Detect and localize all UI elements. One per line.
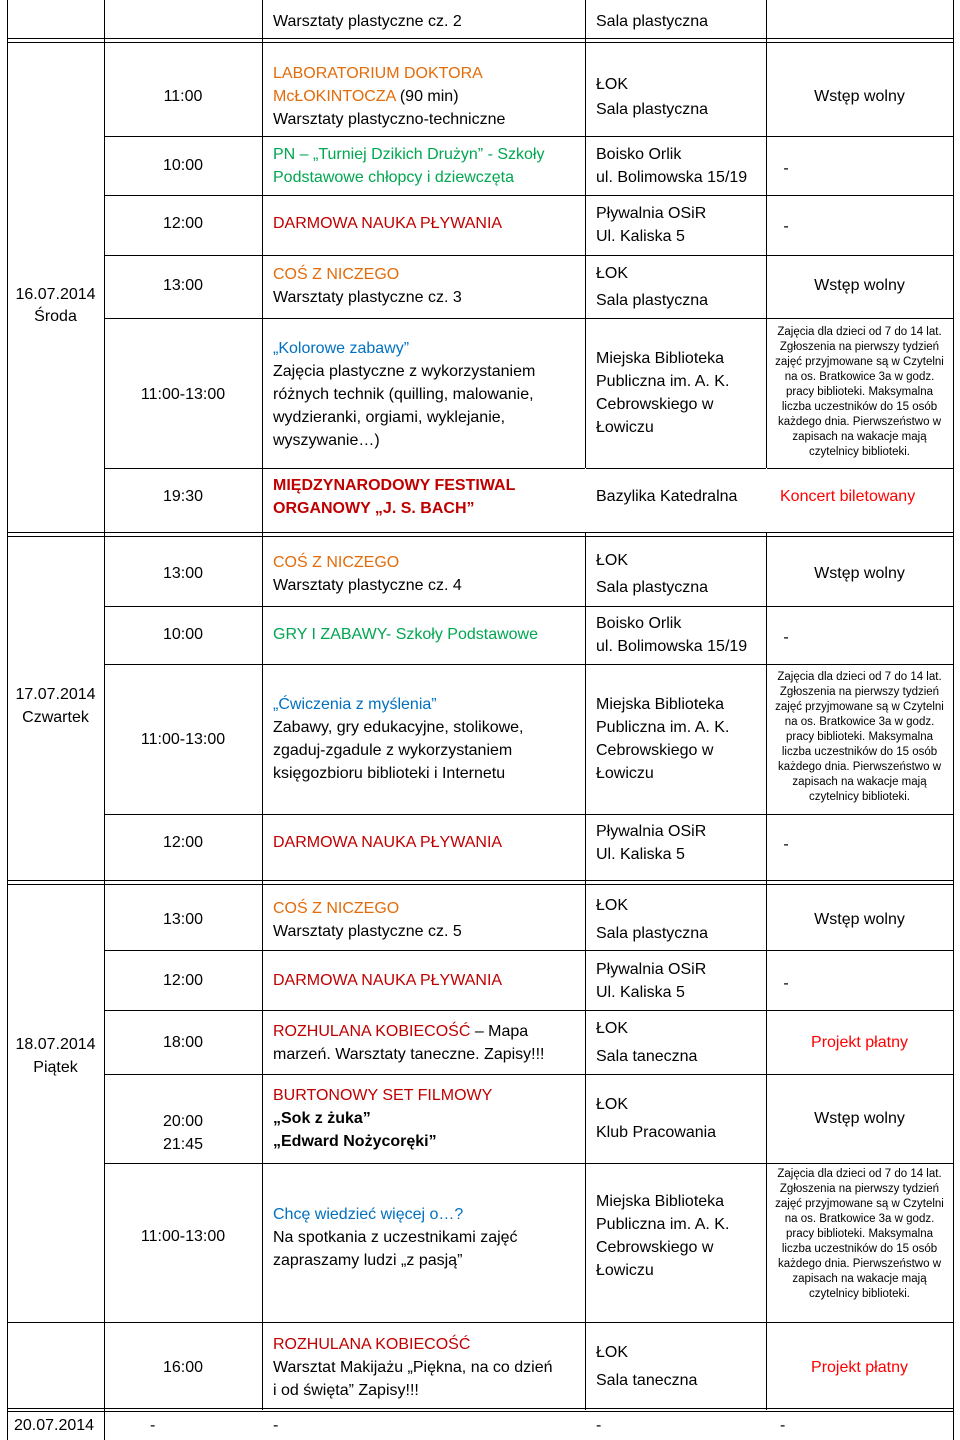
event-place: ŁOK <box>596 265 629 282</box>
day-sep <box>7 536 954 537</box>
event-place: ŁOK <box>596 1096 629 1113</box>
event-time: 20:00 <box>162 1113 204 1130</box>
event-desc: Zabawy, gry edukacyjne, stolikowe, <box>273 719 524 736</box>
event-desc: Zajęcia plastyczne z wykorzystaniem <box>273 363 536 380</box>
library-note-line: zajęć przyjmowane są w Czytelni <box>775 1198 944 1210</box>
event-place: ul. Bolimowska 15/19 <box>596 638 748 655</box>
row-sep <box>104 468 954 469</box>
event-entry: Wstęp wolny <box>814 88 905 105</box>
event-desc: zgaduj-zgadule z wykorzystaniem <box>273 742 513 759</box>
event-desc: księgozbioru biblioteki i Internetu <box>273 765 506 782</box>
event-place: ŁOK <box>596 897 629 914</box>
row-sep <box>104 664 954 665</box>
event-film: „Sok z żuka” <box>273 1110 371 1127</box>
event-title: Warsztaty plastyczne cz. 2 <box>273 13 462 30</box>
event-subtitle: Warsztaty plastyczne cz. 3 <box>273 289 462 306</box>
event-title-highlight: ROZHULANA KOBIECOŚĆ <box>273 1023 471 1040</box>
event-time: - <box>150 1417 156 1434</box>
event-time: 12:00 <box>162 834 204 851</box>
event-place: Publiczna im. A. K. <box>596 373 730 390</box>
library-note-line: Zgłoszenia na pierwszy tydzień <box>779 1183 940 1195</box>
row-sep <box>104 606 954 607</box>
event-place: Klub Pracowania <box>596 1124 717 1141</box>
event-title: DARMOWA NAUKA PŁYWANIA <box>273 834 503 851</box>
event-place: Bazylika Katedralna <box>596 488 738 505</box>
event-title: Chcę wiedzieć więcej o…? <box>273 1206 464 1223</box>
event-title: COŚ Z NICZEGO <box>273 554 400 571</box>
event-place: Sala plastyczna <box>596 292 709 309</box>
event-entry: Projekt płatny <box>811 1359 908 1376</box>
event-place: Cebrowskiego w <box>596 742 714 759</box>
col-sep-bottom <box>104 1410 105 1440</box>
event-place: ŁOK <box>596 1020 629 1037</box>
row-sep <box>104 136 954 137</box>
event-entry: Wstęp wolny <box>814 565 905 582</box>
event-title: Podstawowe chłopcy i dziewczęta <box>273 169 515 186</box>
event-subtitle: Warsztaty plastyczno-techniczne <box>273 111 506 128</box>
library-note-line: liczba uczestników do 15 osób <box>781 1243 938 1255</box>
library-note-line: Zgłoszenia na pierwszy tydzień <box>779 341 940 353</box>
library-note-line: zapisach na wakacje mają <box>792 431 927 443</box>
event-time: 11:00-13:00 <box>140 731 226 748</box>
day-name: Czwartek <box>22 709 89 726</box>
event-place: Miejska Biblioteka <box>596 1193 725 1210</box>
event-desc: wydzieranki, orgiami, wyklejanie, <box>273 409 506 426</box>
event-title: COŚ Z NICZEGO <box>273 266 400 283</box>
event-entry: - <box>783 836 789 853</box>
event-duration: (90 min) <box>395 88 459 105</box>
event-place: Pływalnia OSiR <box>596 961 707 978</box>
event-time: 13:00 <box>162 911 204 928</box>
event-title: „Ćwiczenia z myślenia” <box>273 696 437 713</box>
event-time: 18:00 <box>162 1034 204 1051</box>
event-place: Ul. Kaliska 5 <box>596 846 685 863</box>
event-time: 13:00 <box>162 565 204 582</box>
event-time: 12:00 <box>162 972 204 989</box>
library-note-line: czytelnicy biblioteki. <box>809 1288 910 1300</box>
library-note-line: liczba uczestników do 15 osób <box>781 401 938 413</box>
library-note-line: zapisach na wakacje mają <box>792 1273 927 1285</box>
row-sep <box>104 255 954 256</box>
event-title: BURTONOWY SET FILMOWY <box>273 1087 493 1104</box>
row-sep <box>104 195 954 196</box>
library-note-line: zapisach na wakacje mają <box>792 776 927 788</box>
day-sep <box>7 880 954 881</box>
event-entry: - <box>780 1417 786 1434</box>
event-time: 13:00 <box>162 277 204 294</box>
event-desc: zapraszamy ludzi „z pasją” <box>273 1252 463 1269</box>
library-note-line: Zgłoszenia na pierwszy tydzień <box>779 686 940 698</box>
event-place: Pływalnia OSiR <box>596 823 707 840</box>
library-note-line: pracy biblioteki. Maksymalna <box>785 731 933 743</box>
library-note-line: zajęć przyjmowane są w Czytelni <box>775 356 944 368</box>
event-film: „Edward Nożycoręki” <box>273 1133 437 1150</box>
event-desc: wyszywanie…) <box>273 432 380 449</box>
library-note-line: Zajęcia dla dzieci od 7 do 14 lat. <box>777 1168 942 1180</box>
event-time: 10:00 <box>162 626 204 643</box>
event-subtitle: i od święta” Zapisy!!! <box>273 1382 419 1399</box>
day-date: 17.07.2014 <box>15 686 96 703</box>
event-title: DARMOWA NAUKA PŁYWANIA <box>273 215 503 232</box>
day-date: 16.07.2014 <box>15 286 96 303</box>
event-title: DARMOWA NAUKA PŁYWANIA <box>273 972 503 989</box>
event-place: Boisko Orlik <box>596 615 682 632</box>
event-place: - <box>596 1417 602 1434</box>
row-sep <box>104 1163 954 1164</box>
event-time: 11:00-13:00 <box>140 1228 226 1245</box>
library-note-line: liczba uczestników do 15 osób <box>781 746 938 758</box>
event-time: 10:00 <box>162 157 204 174</box>
row-sep <box>104 1010 954 1011</box>
library-note-line: zajęć przyjmowane są w Czytelni <box>775 701 944 713</box>
library-note-line: na os. Bratkowice 3a w godz. <box>784 1213 935 1225</box>
event-place: ŁOK <box>596 76 629 93</box>
day-date: 18.07.2014 <box>15 1036 96 1053</box>
event-entry: Koncert biletowany <box>780 488 916 505</box>
day-name: Piątek <box>33 1059 78 1076</box>
event-time: 12:00 <box>162 215 204 232</box>
event-entry: - <box>783 218 789 235</box>
row-sep <box>7 1322 954 1323</box>
library-note-line: pracy biblioteki. Maksymalna <box>785 1228 933 1240</box>
table-border-right <box>953 0 954 1440</box>
event-entry: Projekt płatny <box>811 1034 908 1051</box>
event-place: Miejska Biblioteka <box>596 350 725 367</box>
library-note-line: czytelnicy biblioteki. <box>809 791 910 803</box>
event-place: Pływalnia OSiR <box>596 205 707 222</box>
event-title: ORGANOWY „J. S. BACH” <box>273 500 475 517</box>
col-sep-3 <box>585 0 586 1410</box>
event-time: 16:00 <box>162 1359 204 1376</box>
event-place: Sala taneczna <box>596 1048 698 1065</box>
event-subtitle: marzeń. Warsztaty taneczne. Zapisy!!! <box>273 1046 545 1063</box>
event-title <box>273 85 459 108</box>
library-note-line: każdego dnia. Pierwszeństwo w <box>778 1258 941 1270</box>
library-note-line: czytelnicy biblioteki. <box>809 446 910 458</box>
event-place: ŁOK <box>596 1344 629 1361</box>
event-time: 11:00 <box>163 88 203 105</box>
event-place: Sala plastyczna <box>596 101 709 118</box>
event-place: Łowiczu <box>596 1262 654 1279</box>
event-entry: - <box>783 629 789 646</box>
row-sep <box>104 814 954 815</box>
event-title: ROZHULANA KOBIECOŚĆ <box>273 1336 471 1353</box>
row-sep <box>104 1074 954 1075</box>
library-note-line: na os. Bratkowice 3a w godz. <box>784 371 935 383</box>
event-title: LABORATORIUM DOKTORA <box>273 65 483 82</box>
event-entry: Wstęp wolny <box>814 1110 905 1127</box>
event-subtitle: Warsztaty plastyczne cz. 5 <box>273 923 462 940</box>
event-title: „Kolorowe zabawy” <box>273 340 410 357</box>
event-time: 11:00-13:00 <box>140 386 226 403</box>
day-date: 20.07.2014 <box>14 1417 95 1434</box>
event-place: Publiczna im. A. K. <box>596 719 730 736</box>
event-title-rest: – Mapa <box>470 1023 529 1040</box>
event-place: Cebrowskiego w <box>596 1239 714 1256</box>
event-place: ul. Bolimowska 15/19 <box>596 169 748 186</box>
event-time: 19:30 <box>162 488 204 505</box>
day-sep <box>7 1411 954 1412</box>
event-place: Sala plastyczna <box>596 925 709 942</box>
merged-cell-mask <box>585 468 586 532</box>
row-sep <box>104 950 954 951</box>
event-entry: Wstęp wolny <box>814 277 905 294</box>
library-note-line: na os. Bratkowice 3a w godz. <box>784 716 935 728</box>
day-name: Środa <box>34 308 77 325</box>
event-title-highlight: McŁOKINTOCZA <box>273 88 396 105</box>
event-subtitle: Warsztat Makijażu „Piękna, na co dzień <box>273 1359 553 1376</box>
day-sep <box>7 38 954 39</box>
library-note-line: każdego dnia. Pierwszeństwo w <box>778 761 941 773</box>
event-place: Boisko Orlik <box>596 146 682 163</box>
event-place: Ul. Kaliska 5 <box>596 228 685 245</box>
event-title: MIĘDZYNARODOWY FESTIWAL <box>273 477 516 494</box>
event-place: Sala plastyczna <box>596 579 709 596</box>
event-place: Sala plastyczna <box>596 13 709 30</box>
event-place: ŁOK <box>596 552 629 569</box>
library-note-line: każdego dnia. Pierwszeństwo w <box>778 416 941 428</box>
event-desc: Na spotkania z uczestnikami zajęć <box>273 1229 518 1246</box>
library-note-line: Zajęcia dla dzieci od 7 do 14 lat. <box>777 671 942 683</box>
event-place: Ul. Kaliska 5 <box>596 984 685 1001</box>
event-place: Łowiczu <box>596 765 654 782</box>
event-subtitle: Warsztaty plastyczne cz. 4 <box>273 577 462 594</box>
event-place: Łowiczu <box>596 419 654 436</box>
day-sep <box>7 884 954 885</box>
event-title: COŚ Z NICZEGO <box>273 900 400 917</box>
event-title: PN – „Turniej Dzikich Drużyn” - Szkoły <box>273 146 545 163</box>
event-title <box>273 1020 528 1043</box>
col-sep-2 <box>262 0 263 1410</box>
merged-cell-mask <box>766 468 767 532</box>
day-sep <box>7 532 954 533</box>
row-sep <box>104 318 954 319</box>
event-time-end: 21:45 <box>162 1136 204 1153</box>
event-place: Publiczna im. A. K. <box>596 1216 730 1233</box>
event-entry: - <box>783 975 789 992</box>
event-title: GRY I ZABAWY- Szkoły Podstawowe <box>273 626 538 643</box>
event-entry: - <box>783 160 789 177</box>
library-note-line: Zajęcia dla dzieci od 7 do 14 lat. <box>777 326 942 338</box>
day-sep <box>7 42 954 43</box>
event-entry: Wstęp wolny <box>814 911 905 928</box>
day-sep <box>7 1408 954 1409</box>
event-place: Sala taneczna <box>596 1372 698 1389</box>
event-place: Cebrowskiego w <box>596 396 714 413</box>
event-title: - <box>273 1417 279 1434</box>
library-note-line: pracy biblioteki. Maksymalna <box>785 386 933 398</box>
event-desc: różnych technik (quilling, malowanie, <box>273 386 534 403</box>
event-place: Miejska Biblioteka <box>596 696 725 713</box>
